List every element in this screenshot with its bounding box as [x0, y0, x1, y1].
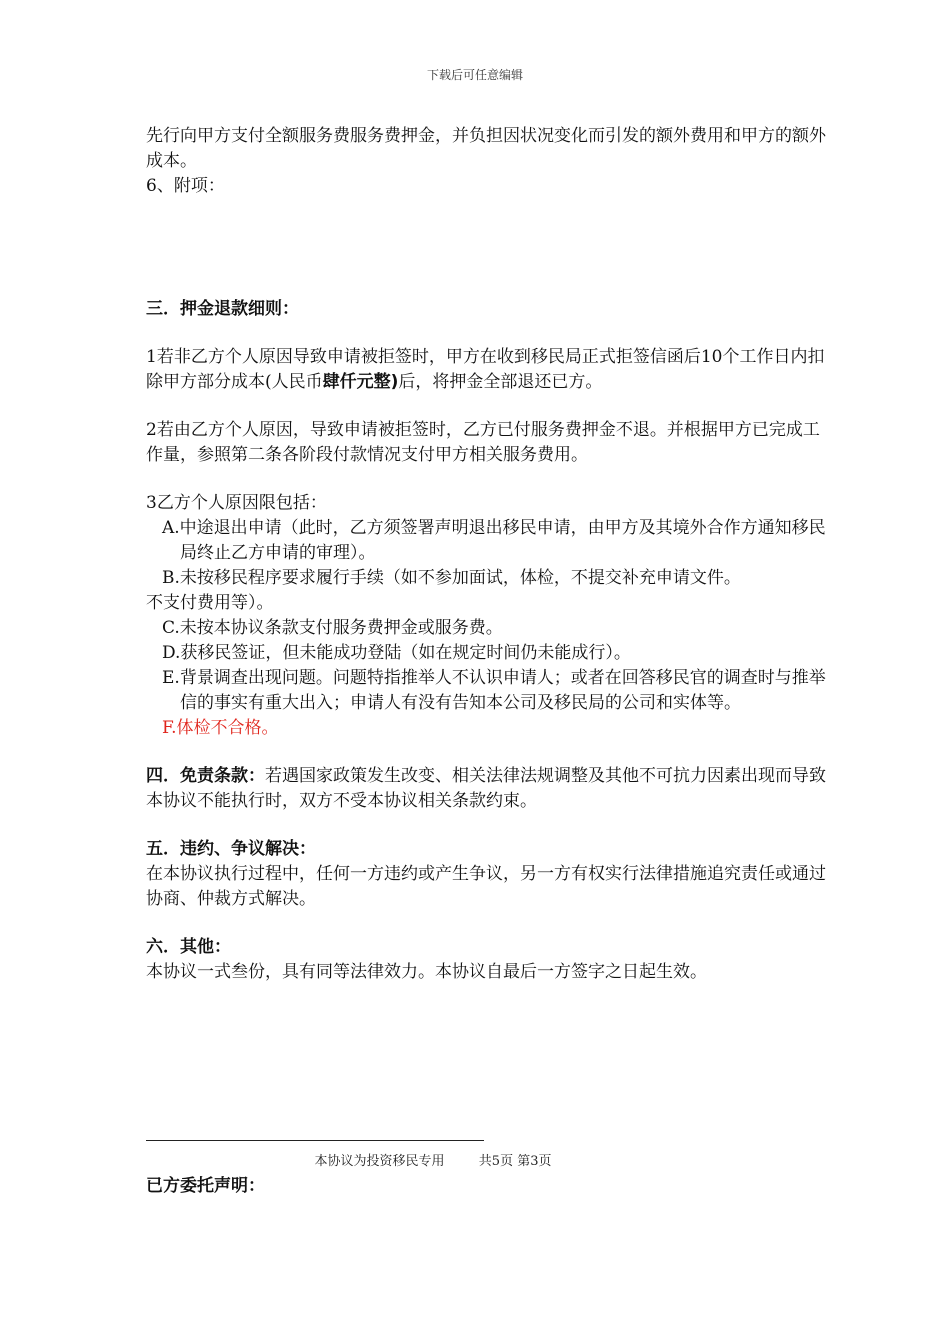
item-6: 6、附项：	[146, 176, 225, 196]
page-number: 共5页 第3页	[478, 1154, 552, 1169]
list-item-f: F.体检不合格。	[162, 718, 279, 738]
footer-divider	[146, 1140, 484, 1141]
section-4-heading: 四．免责条款：	[146, 766, 265, 786]
section-4: 四．免责条款：若遇国家政策发生改变、相关法律法规调整及其他不可抗力因素出现而导致本协议不能执行时，双方不受本协议相关条款约束。	[146, 766, 826, 811]
section-3-heading: 三．押金退款细则：	[146, 299, 299, 319]
section-6-heading: 六．其他：	[146, 937, 231, 957]
section-3-paragraph-1: 1若非乙方个人原因导致申请被拒签时，甲方在收到移民局正式拒签信函后10个工作日内扣除甲方部分成本(人民币肆仟元整)后，将押金全部退还已方。	[146, 347, 825, 392]
section-6-text: 本协议一式叁份，具有同等法律效力。本协议自最后一方签字之日起生效。	[146, 962, 707, 982]
section-5-text: 在本协议执行过程中，任何一方违约或产生争议，另一方有权实行法律措施追究责任或通过协商、仲裁方式解决。	[146, 864, 826, 909]
section-3-paragraph-2: 2若由乙方个人原因，导致申请被拒签时，乙方已付服务费押金不退。并根据甲方已完成工作量，参照第二条各阶段付款情况支付甲方相关服务费用。	[146, 420, 820, 465]
header-note: 下载后可任意编辑	[426, 68, 523, 82]
intro-paragraph: 先行向甲方支付全额服务费服务费押金，并负担因状况变化而引发的额外费用和甲方的额外成本。	[146, 126, 826, 171]
list-item-d: D.获移民签证，但未能成功登陆（如在规定时间仍未能成行）。	[162, 643, 631, 663]
section-5-heading: 五．违约、争议解决：	[146, 839, 316, 859]
footer	[0, 1150, 866, 1169]
list-item-c: C.未按本协议条款支付服务费押金或服务费。	[162, 618, 503, 638]
next-section-heading: 已方委托声明：	[146, 1176, 265, 1196]
document-body	[146, 124, 826, 985]
footer-note: 本协议为投资移民专用	[314, 1154, 445, 1169]
list-item-b: B.未按移民程序要求履行手续（如不参加面试，体检，不提交补充申请文件。	[162, 568, 741, 588]
section-3-paragraph-3: 3乙方个人原因限包括：	[146, 493, 327, 513]
list-item-a: A.中途退出申请（此时，乙方须签署声明退出移民申请，由甲方及其境外合作方通知移民局终止乙方申请的审理）。	[162, 518, 826, 563]
list-item-e: E.背景调查出现问题。问题特指推举人不认识申请人；或者在回答移民官的调查时与推举信的事实有重大出入；申请人有没有告知本公司及移民局的公司和实体等。	[162, 668, 826, 713]
list-item-b-continued: 不支付费用等）。	[146, 593, 274, 613]
